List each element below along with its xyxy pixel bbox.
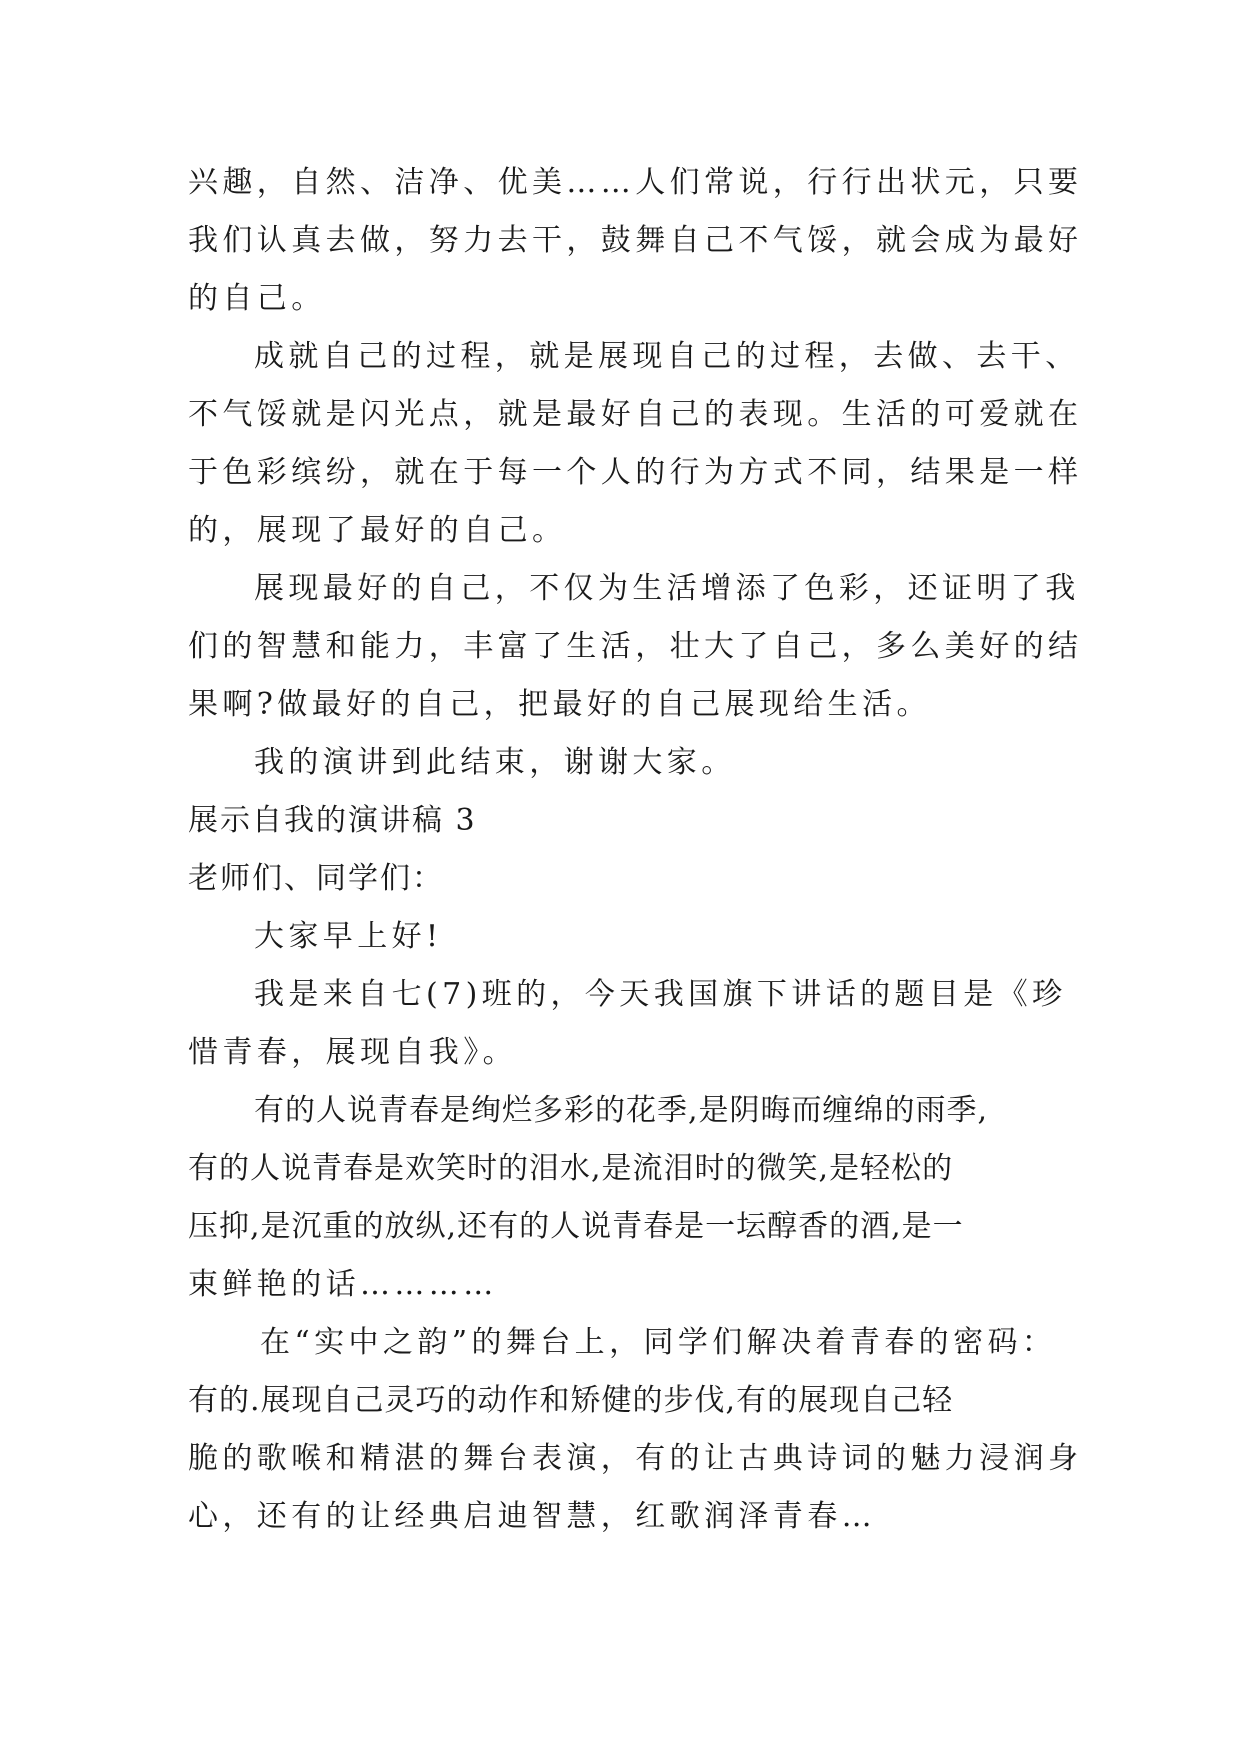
paragraph-2-line-1: 成就自己的过程，就是展现自己的过程，去做、去干、 [254, 339, 1080, 374]
paragraph-6-line-4: 束鲜艳的话………… [188, 1267, 498, 1302]
paragraph-3-line-3: 果啊?做最好的自己，把最好的自己展现给生活。 [188, 687, 931, 722]
paragraph-5-line-2: 惜青春，展现自我》。 [188, 1035, 517, 1070]
paragraph-3-line-1: 展现最好的自己，不仅为生活增添了色彩，还证明了我 [254, 571, 1080, 606]
paragraph-7-line-2: 有的.展现自己灵巧的动作和矫健的步伐,有的展现自己轻 [188, 1383, 954, 1418]
paragraph-6-line-2: 有的人说青春是欢笑时的泪水,是流泪时的微笑,是轻松的 [188, 1151, 954, 1186]
paragraph-7-line-3: 脆的歌喉和精湛的舞台表演，有的让古典诗词的魅力浸润身 [188, 1441, 1083, 1476]
section-title: 展示自我的演讲稿 3 [188, 803, 477, 838]
paragraph-1-line-2: 我们认真去做，努力去干，鼓舞自己不气馁，就会成为最好 [188, 223, 1083, 258]
paragraph-6-line-3: 压抑,是沉重的放纵,还有的人说青春是一坛醇香的酒,是一 [188, 1209, 964, 1244]
paragraph-5-line-1: 我是来自七(7)班的，今天我国旗下讲话的题目是《珍 [254, 977, 1067, 1012]
paragraph-6-line-1: 有的人说青春是绚烂多彩的花季,是阴晦而缠绵的雨季, [254, 1093, 989, 1128]
paragraph-2-line-2: 不气馁就是闪光点，就是最好自己的表现。生活的可爱就在 [188, 397, 1083, 432]
paragraph-4-line-1: 我的演讲到此结束，谢谢大家。 [254, 745, 736, 780]
paragraph-3-line-2: 们的智慧和能力，丰富了生活，壮大了自己，多么美好的结 [188, 629, 1083, 664]
paragraph-7-line-1: 在“实中之韵”的舞台上，同学们解决着青春的密码： [260, 1325, 1057, 1360]
paragraph-2-line-4: 的，展现了最好的自己。 [188, 513, 567, 548]
paragraph-1-line-3: 的自己。 [188, 281, 326, 316]
paragraph-1-line-1: 兴趣，自然、洁净、优美……人们常说，行行出状元，只要 [188, 165, 1083, 200]
greeting: 大家早上好! [254, 919, 443, 954]
paragraph-7-line-4: 心，还有的让经典启迪智慧，红歌润泽青春… [188, 1499, 876, 1534]
paragraph-2-line-3: 于色彩缤纷，就在于每一个人的行为方式不同，结果是一样 [188, 455, 1083, 490]
salutation: 老师们、同学们： [188, 861, 444, 896]
